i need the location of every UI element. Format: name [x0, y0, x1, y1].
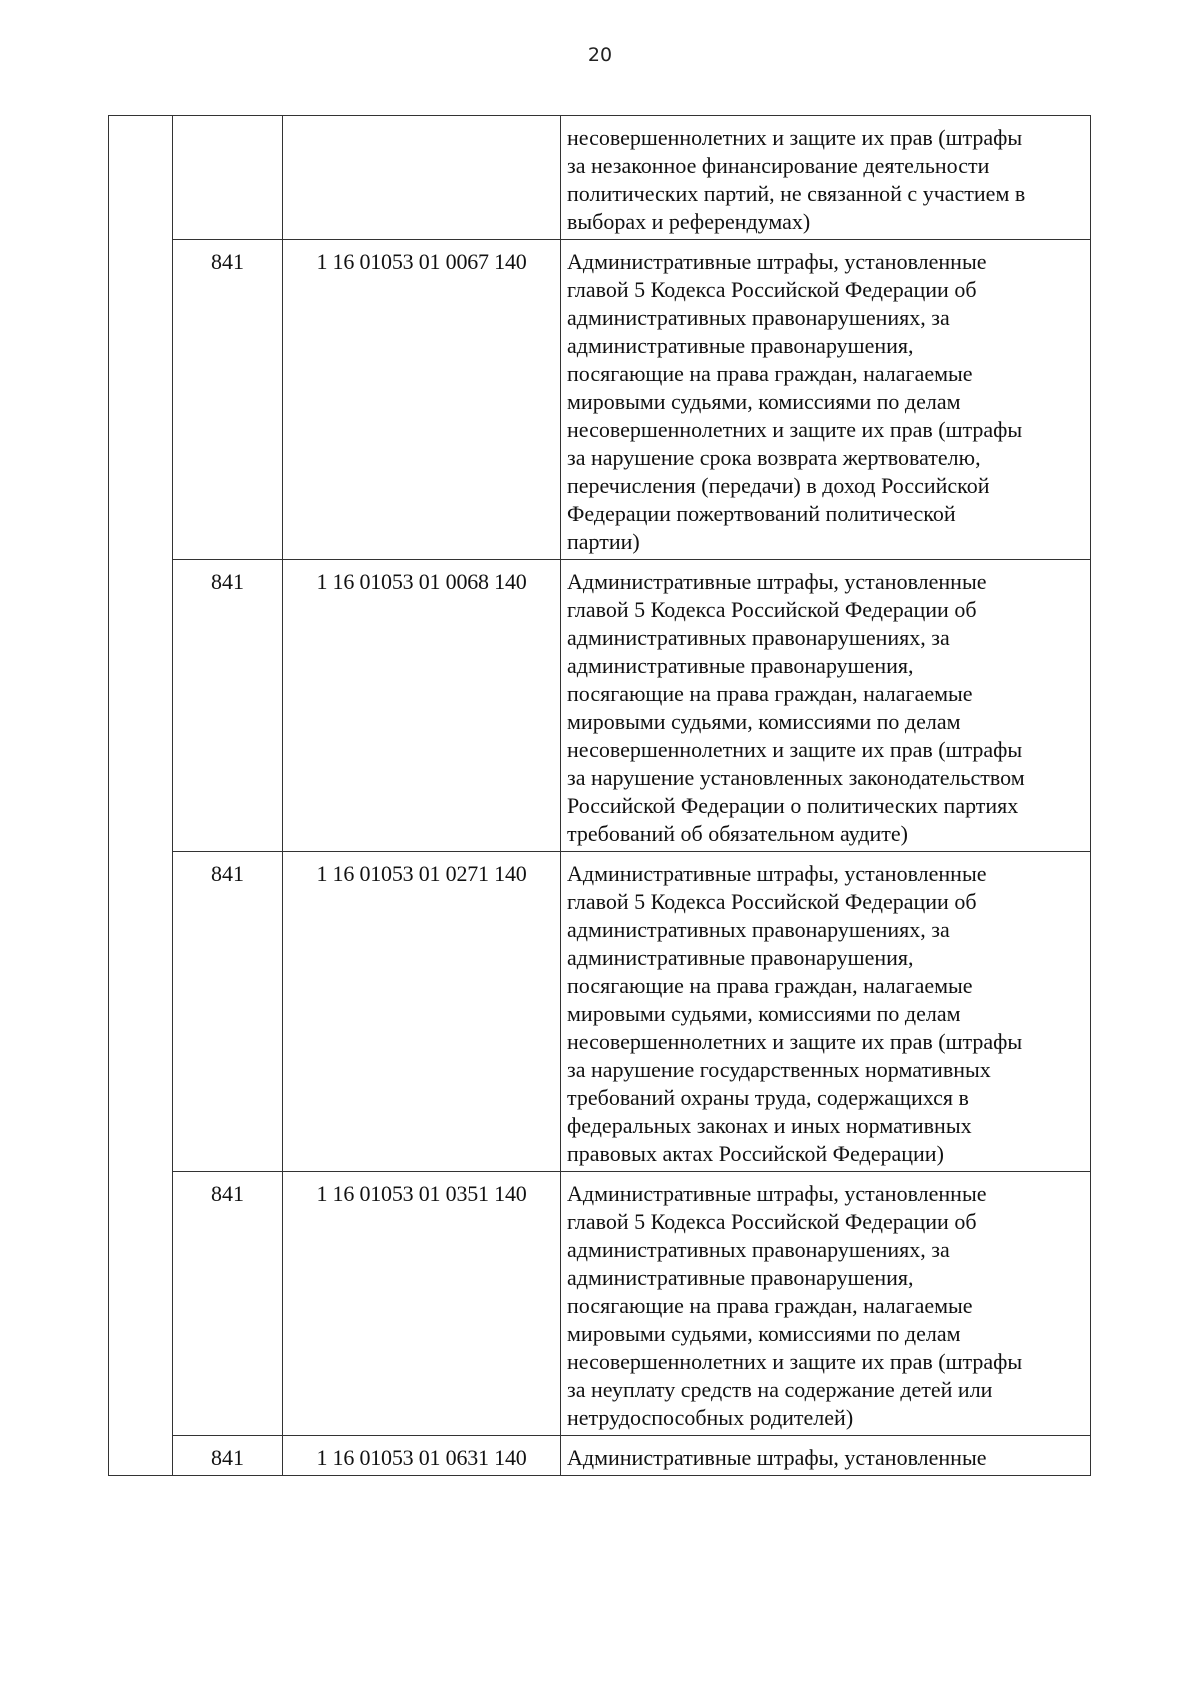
description-line: несовершеннолетних и защите их прав (штрафы: [567, 1029, 1023, 1054]
table-row: [109, 560, 1091, 852]
revenue-description-cell: [561, 1436, 1091, 1476]
revenue-description-cell: [561, 560, 1091, 852]
budget-classification-code-cell: [283, 116, 561, 240]
description-line: несовершеннолетних и защите их прав (штрафы: [567, 417, 1023, 442]
description-line: несовершеннолетних и защите их прав (штрафы: [567, 737, 1023, 762]
description-line: требований охраны труда, содержащихся в: [567, 1085, 969, 1110]
description-line: несовершеннолетних и защите их прав (штрафы: [567, 125, 1023, 150]
description-line: мировыми судьями, комиссиями по делам: [567, 389, 961, 414]
description-line: правовых актах Российской Федерации): [567, 1141, 944, 1166]
budget-classification-code-cell: 1 16 01053 01 0067 140: [283, 240, 561, 560]
table-row: [109, 1436, 1091, 1476]
description-line: административных правонарушениях, за: [567, 917, 950, 942]
description-line: посягающие на права граждан, налагаемые: [567, 361, 973, 386]
budget-classification-table: [108, 115, 1091, 1476]
description-line: административные правонарушения,: [567, 945, 914, 970]
budget-classification-code-cell: 1 16 01053 01 0631 140: [283, 1436, 561, 1476]
description-line: главой 5 Кодекса Российской Федерации об: [567, 277, 977, 302]
description-line: Российской Федерации о политических партиях: [567, 793, 1019, 818]
description-line: Административные штрафы, установленные: [567, 1445, 987, 1470]
administrator-code-cell: 841: [173, 852, 283, 1172]
administrator-code-cell: 841: [173, 1172, 283, 1436]
page-number: 20: [587, 44, 613, 66]
description-line: административных правонарушениях, за: [567, 305, 950, 330]
administrator-code-cell: 841: [173, 1436, 283, 1476]
description-line: Федерации пожертвований политической: [567, 501, 956, 526]
table-body: [109, 116, 1091, 1476]
revenue-description-cell: [561, 240, 1091, 560]
description-line: политических партий, не связанной с участием в: [567, 181, 1026, 206]
description-line: административные правонарушения,: [567, 1265, 914, 1290]
description-line: посягающие на права граждан, налагаемые: [567, 1293, 973, 1318]
description-line: выборах и референдумах): [567, 209, 811, 234]
description-line: главой 5 Кодекса Российской Федерации об: [567, 1209, 977, 1234]
description-line: Административные штрафы, установленные: [567, 569, 987, 594]
description-line: посягающие на права граждан, налагаемые: [567, 681, 973, 706]
revenue-description-cell: [561, 1172, 1091, 1436]
description-line: административные правонарушения,: [567, 653, 914, 678]
description-line: посягающие на права граждан, налагаемые: [567, 973, 973, 998]
description-line: мировыми судьями, комиссиями по делам: [567, 1321, 961, 1346]
budget-classification-code-cell: 1 16 01053 01 0068 140: [283, 560, 561, 852]
description-line: мировыми судьями, комиссиями по делам: [567, 1001, 961, 1026]
description-line: Административные штрафы, установленные: [567, 861, 987, 886]
table-row: [109, 852, 1091, 1172]
description-line: за неуплату средств на содержание детей или: [567, 1377, 993, 1402]
budget-classification-code-cell: 1 16 01053 01 0271 140: [283, 852, 561, 1172]
table-row: [109, 1172, 1091, 1436]
administrator-code-cell: 841: [173, 560, 283, 852]
description-line: за незаконное финансирование деятельности: [567, 153, 990, 178]
description-line: требований об обязательном аудите): [567, 821, 908, 846]
description-line: главой 5 Кодекса Российской Федерации об: [567, 597, 977, 622]
table-row: [109, 240, 1091, 560]
row-number-cell: [109, 116, 173, 1476]
description-line: несовершеннолетних и защите их прав (штрафы: [567, 1349, 1023, 1374]
revenue-description-cell: [561, 852, 1091, 1172]
description-line: за нарушение установленных законодательством: [567, 765, 1025, 790]
description-line: административных правонарушениях, за: [567, 625, 950, 650]
description-line: перечисления (передачи) в доход Российской: [567, 473, 990, 498]
description-line: федеральных законах и иных нормативных: [567, 1113, 972, 1138]
budget-classification-code-cell: 1 16 01053 01 0351 140: [283, 1172, 561, 1436]
description-line: за нарушение срока возврата жертвователю,: [567, 445, 981, 470]
description-line: нетрудоспособных родителей): [567, 1405, 854, 1430]
administrator-code-cell: [173, 116, 283, 240]
description-line: Административные штрафы, установленные: [567, 1181, 987, 1206]
description-line: за нарушение государственных нормативных: [567, 1057, 991, 1082]
description-line: административных правонарушениях, за: [567, 1237, 950, 1262]
description-line: Административные штрафы, установленные: [567, 249, 987, 274]
description-line: главой 5 Кодекса Российской Федерации об: [567, 889, 977, 914]
table-row: [109, 116, 1091, 240]
revenue-description-cell: [561, 116, 1091, 240]
description-line: административные правонарушения,: [567, 333, 914, 358]
description-line: партии): [567, 529, 640, 554]
administrator-code-cell: 841: [173, 240, 283, 560]
description-line: мировыми судьями, комиссиями по делам: [567, 709, 961, 734]
